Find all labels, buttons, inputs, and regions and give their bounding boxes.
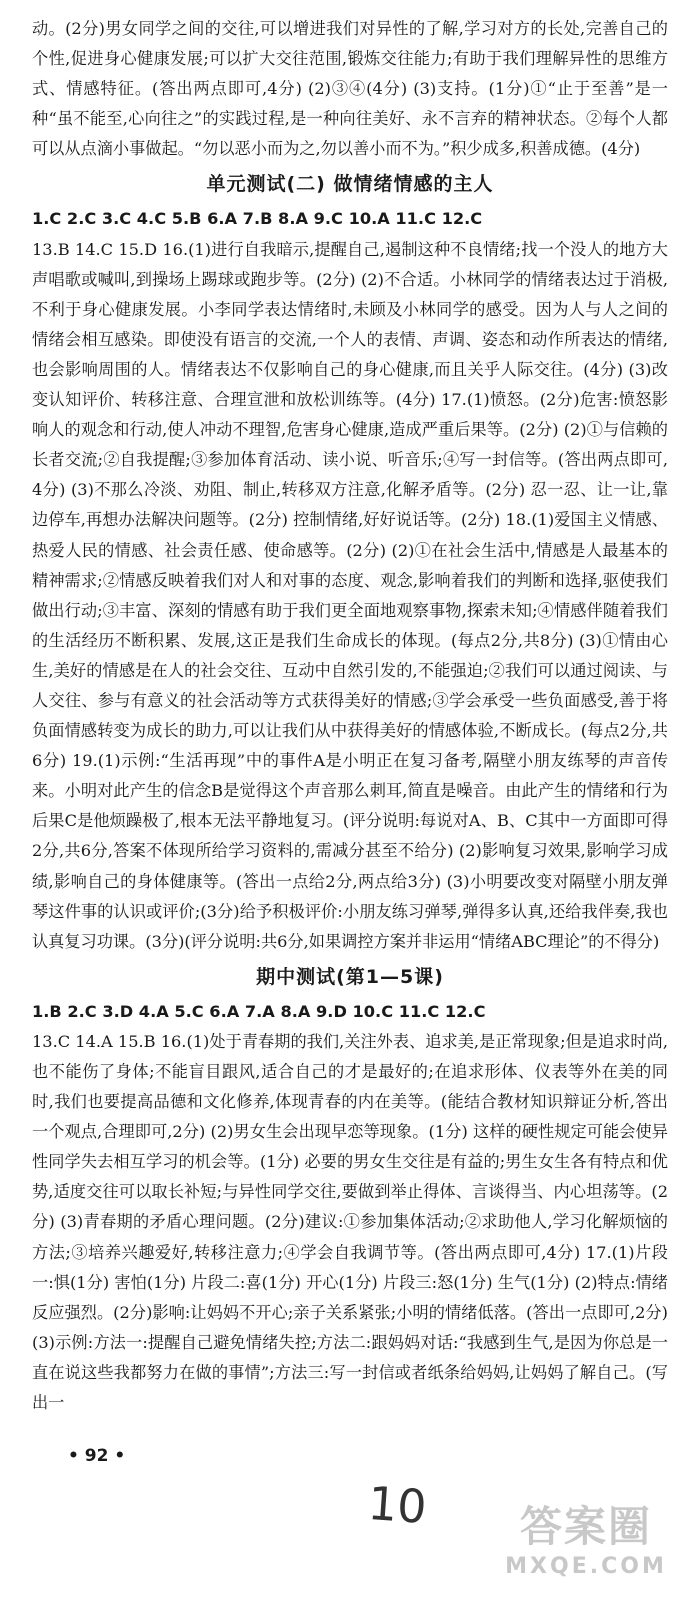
section2-body: 13.B 14.C 15.D 16.(1)进行自我暗示,提醒自己,遏制这种不良情绪;找一个没人的地方大声唱歌或喊叫,到操场上踢球或跑步等。(2分) (2)不合适。小林同学的情绪表达过于消极,不利于身心健康发展。小李同学表达情绪时,未顾及小林同学的感受。因为人与人之间的情绪会相互感染。即使没有语言的交流,一个人的表情、声调、姿态和动作所表达的情绪,也会影响周围的人。情绪表达不仅影响自己的身心健康,而且关乎人际交往。(4分) (3)改变认知评价、转移注意、合理宣泄和放松训练等。(4分) 17.(1)愤怒。(2分)危害:愤怒影响人的观念和行动,使人冲动不理智,危害身心健康,造成严重后果等。(2分) (2)①与信赖的长者交流;②自我提醒;③参加体育活动、读小说、听音乐;④写一封信等。(答出两点即可,4分) (3)不那么冷淡、劝阻、制止,转移双方注意,化解矛盾等。(2分) 忍一忍、让一让,靠边停车,再想办法解决问题等。(2分) 控制情绪,好好说话等。(2分) 18.(1)爱国主义情感、热爱人民的情感、社会责任感、使命感等。(2分) (2)①在社会生活中,情感是人最基本的精神需求;②情感反映着我们对人和对事的态度、观念,影响着我们的判断和选择,驱使我们做出行动;③丰富、深刻的情感有助于我们更全面地观察事物,探索未知;④情感伴随着我们的生活经历不断积累、发展,这正是我们生命成长的体现。(每点2分,共8分) (3)①情由心生,美好的情感是在人的社会交往、互动中自然引发的,不能强迫;②我们可以通过阅读、与人交往、参与有意义的社会活动等方式获得美好的情感;③学会承受一些负面感受,善于将负面情感转变为成长的助力,可以让我们从中获得美好的情感体验,不断成长。(每点2分,共6分) 19.(1)示例:“生活再现”中的事件A是小明正在复习备考,隔壁小朋友练琴的声音传来。小明对此产生的信念B是觉得这个声音那么刺耳,简直是噪音。由此产生的情绪和行为后果C是他烦躁极了,根本无法平静地复习。(评分说明:每说对A、B、C其中一方面即可得2分,共6分,答案不体现所给学习资料的,需减分甚至不给分) (2)影响复习效果,影响学习成绩,影响自己的身体健康等。(答出一点给2分,两点给3分) (3)小明要改变对隔壁小朋友弹琴这件事的认识或评价;(3分)给予积极评价:小朋友练习弹琴,弹得多认真,还给我伴奏,我也认真复习功课。(3分)(评分说明:共6分,如果调控方案并非运用“情绪ABC理论”的不得分) (32, 239, 668, 951)
section1-body: 动。(2分)男女同学之间的交往,可以增进我们对异性的了解,学习对方的长处,完善自己的个性,促进身心健康发展;可以扩大交往范围,锻炼交往能力;有助于我们理解异性的思维方式、情感特征。(答出两点即可,4分) (2)③④(4分) (3)支持。(1分)①“止于至善”是一种“虽不能至,心向往之”的实践过程,是一种向往美好、永不言弃的精神状态。②每个人都可以从点滴小事做起。“勿以恶小而为之,勿以善小而不为。”积少成多,积善成德。(4分) (32, 19, 668, 159)
page-number: • 92 • (68, 1446, 126, 1466)
answer-key-page (32, 14, 668, 1418)
watermark-logo (486, 1500, 686, 1596)
section3-body: 13.C 14.A 15.B 16.(1)处于青春期的我们,关注外表、追求美,是正常现象;但是追求时尚,也不能伤了身体;不能盲目跟风,适合自己的才是最好的;在追求形体、仪表等外在美的同时,我们也要提高品德和文化修养,体现青春的内在美等。(能结合教材知识辩证分析,答出一个观点,合理即可,2分) (2)男女生会出现早恋等现象。(1分) 这样的硬性规定可能会使异性同学失去相互学习的机会等。(1分) 必要的男女生交往是有益的;男生女生各有特点和优势,适度交往可以取长补短;与异性同学交往,要做到举止得体、言谈得当、内心坦荡等。(2分) (3)青春期的矛盾心理问题。(2分)建议:①参加集体活动;②求助他人,学习化解烦恼的方法;③培养兴趣爱好,转移注意力;④学会自我调节等。(答出两点即可,4分) 17.(1)片段一:惧(1分) 害怕(1分) 片段二:喜(1分) 开心(1分) 片段三:怒(1分) 生气(1分) (2)特点:情绪反应强烈。(2分)影响:让妈妈不开心;亲子关系紧张;小明的情绪低落。(答出一点即可,2分) (3)示例:方法一:提醒自己避免情绪失控;方法二:跟妈妈对话:“我感到生气,是因为你总是一直在说这些我都努力在做的事情”;方法三:写一封信或者纸条给妈妈,让妈妈了解自己。(写出一 (32, 1031, 668, 1413)
section2-title: 单元测试(二) 做情绪情感的主人 (206, 173, 494, 196)
section3-choice-answers: 1.B 2.C 3.D 4.A 5.C 6.A 7.A 8.A 9.D 10.C 11.C 12.C (32, 1001, 486, 1021)
section3-title: 期中测试(第1—5课) (256, 965, 444, 988)
handwritten-note: 10 (366, 1476, 429, 1534)
watermark-url: MXQE.COM (505, 1554, 667, 1579)
watermark-mark: 答案圈 (519, 1502, 652, 1551)
section2-choice-answers: 1.C 2.C 3.C 4.C 5.B 6.A 7.B 8.A 9.C 10.A 11.C 12.C (32, 209, 483, 229)
